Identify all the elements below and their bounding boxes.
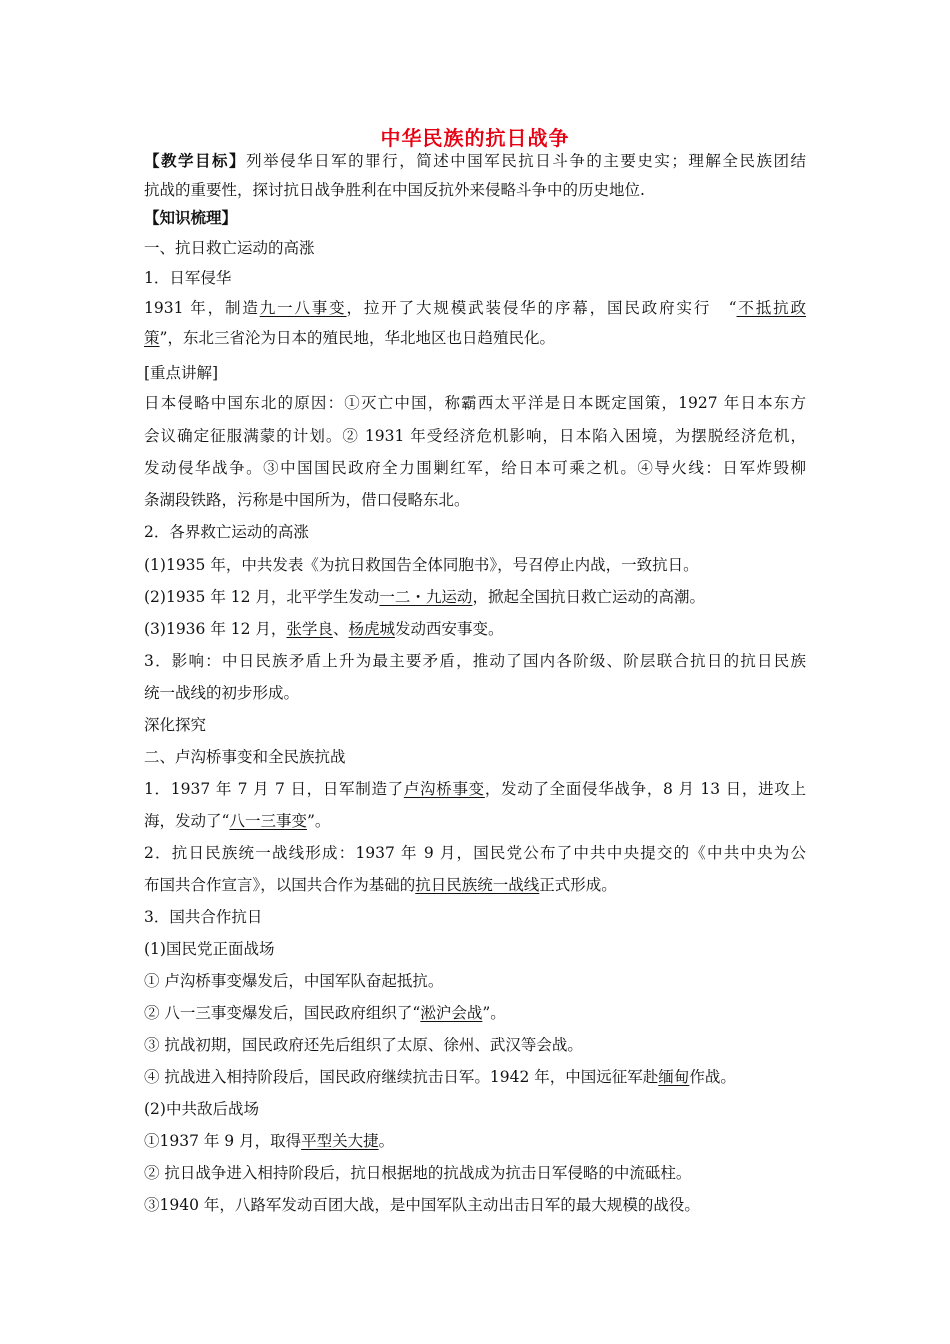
goals-label: 【教学目标】 <box>144 151 247 170</box>
section-1-heading: 一、抗日救亡运动的高涨 <box>144 239 315 257</box>
ccp-front-title: (2)中共敌后战场 <box>144 1100 259 1118</box>
point-2-item-3: (3)1936 年 12 月，张学良、杨虎城发动西安事变。 <box>144 620 504 638</box>
s2-point-1-line-2: 海，发动了“八一三事变”。 <box>144 812 331 830</box>
goals-line-1: 【教学目标】列举侵华日军的罪行，简述中国军民抗日斗争的主要史实；理解全民族团结 <box>144 151 806 170</box>
section-2-heading: 二、卢沟桥事变和全民族抗战 <box>144 748 346 766</box>
term-yang-hucheng: 杨虎城 <box>348 620 395 638</box>
point-3-line-1: 3．影响：中日民族矛盾上升为最主要矛盾，推动了国内各阶级、阶层联合抗日的抗日民族 <box>144 652 806 670</box>
focus-line-2: 会议确定征服满蒙的计划。② 1931 年受经济危机影响，日本陷入困境，为摆脱经济危机， <box>144 427 806 445</box>
term-lugou-bridge: 卢沟桥事变 <box>403 780 485 798</box>
s2-point-3-title: 3．国共合作抗日 <box>144 908 263 926</box>
s2-point-2-line-2: 布国共合作宣言》，以国共合作为基础的抗日民族统一战线正式形成。 <box>144 876 617 894</box>
focus-label: [重点讲解] <box>144 364 219 382</box>
point-1-line-1: 1931 年，制造九一八事变，拉开了大规模武装侵华的序幕，国民政府实行 “不抵抗政 <box>144 299 806 317</box>
ccp-item-2: ② 抗日战争进入相持阶段后，抗日根据地的抗战成为抗击日军侵略的中流砥柱。 <box>144 1164 692 1182</box>
focus-line-4: 条湖段铁路，污称是中国所为，借口侵略东北。 <box>144 491 470 509</box>
term-813-incident: 八一三事变 <box>229 812 307 830</box>
point-2-item-2: (2)1935 年 12 月，北平学生发动一二・九运动，掀起全国抗日救亡运动的高潮。 <box>144 588 705 606</box>
term-pingxingguan: 平型关大捷 <box>301 1132 379 1150</box>
point-2-title: 2．各界救亡运动的高涨 <box>144 523 309 541</box>
deep-explore-label: 深化探究 <box>144 716 207 734</box>
kmt-item-4: ④ 抗战进入相持阶段后，国民政府继续抗击日军。1942 年，中国远征军赴缅甸作战。 <box>144 1068 736 1086</box>
kmt-item-2: ② 八一三事变爆发后，国民政府组织了“淞沪会战”。 <box>144 1004 506 1022</box>
term-songhu-battle: 淞沪会战 <box>420 1004 483 1022</box>
focus-line-1: 日本侵略中国东北的原因：①灭亡中国，称霸西太平洋是日本既定国策，1927 年日本东方 <box>144 394 806 412</box>
goals-line-2: 抗战的重要性，探讨抗日战争胜利在中国反抗外来侵略斗争中的历史地位. <box>144 181 645 199</box>
ccp-item-1: ①1937 年 9 月，取得平型关大捷。 <box>144 1132 395 1150</box>
point-1-title: 1．日军侵华 <box>144 269 232 287</box>
kmt-front-title: (1)国民党正面战场 <box>144 940 275 958</box>
s2-point-1-line-1: 1．1937 年 7 月 7 日，日军制造了卢沟桥事变，发动了全面侵华战争，8 月 13 日，进攻上 <box>144 780 806 798</box>
term-united-front: 抗日民族统一战线 <box>415 876 540 894</box>
page-title: 中华民族的抗日战争 <box>380 126 570 150</box>
term-zhang-xueliang: 张学良 <box>286 620 333 638</box>
term-burma: 缅甸 <box>658 1068 690 1086</box>
s2-point-2-line-1: 2．抗日民族统一战线形成：1937 年 9 月，国民党公布了中共中央提交的《中共中央为公 <box>144 844 806 862</box>
kmt-item-3: ③ 抗战初期，国民政府还先后组织了太原、徐州、武汉等会战。 <box>144 1036 583 1054</box>
term-129-movement: 一二・九运动 <box>379 588 473 606</box>
knowledge-label: 【知识梳理】 <box>144 208 238 227</box>
focus-line-3: 发动侵华战争。③中国国民政府全力围剿红军，给日本可乘之机。④导火线：日军炸毁柳 <box>144 459 806 477</box>
term-918-incident: 九一八事变 <box>259 299 347 317</box>
kmt-item-1: ① 卢沟桥事变爆发后，中国军队奋起抵抗。 <box>144 972 444 990</box>
point-1-line-2: 策”，东北三省沦为日本的殖民地，华北地区也日趋殖民化。 <box>144 329 555 347</box>
term-non-resistance: 不抵抗政 <box>736 299 806 317</box>
point-3-line-2: 统一战线的初步形成。 <box>144 684 300 702</box>
point-2-item-1: (1)1935 年，中共发表《为抗日救国告全体同胞书》，号召停止内战，一致抗日。 <box>144 556 699 574</box>
ccp-item-3: ③1940 年，八路军发动百团大战，是中国军队主动出击日军的最大规模的战役。 <box>144 1196 700 1214</box>
